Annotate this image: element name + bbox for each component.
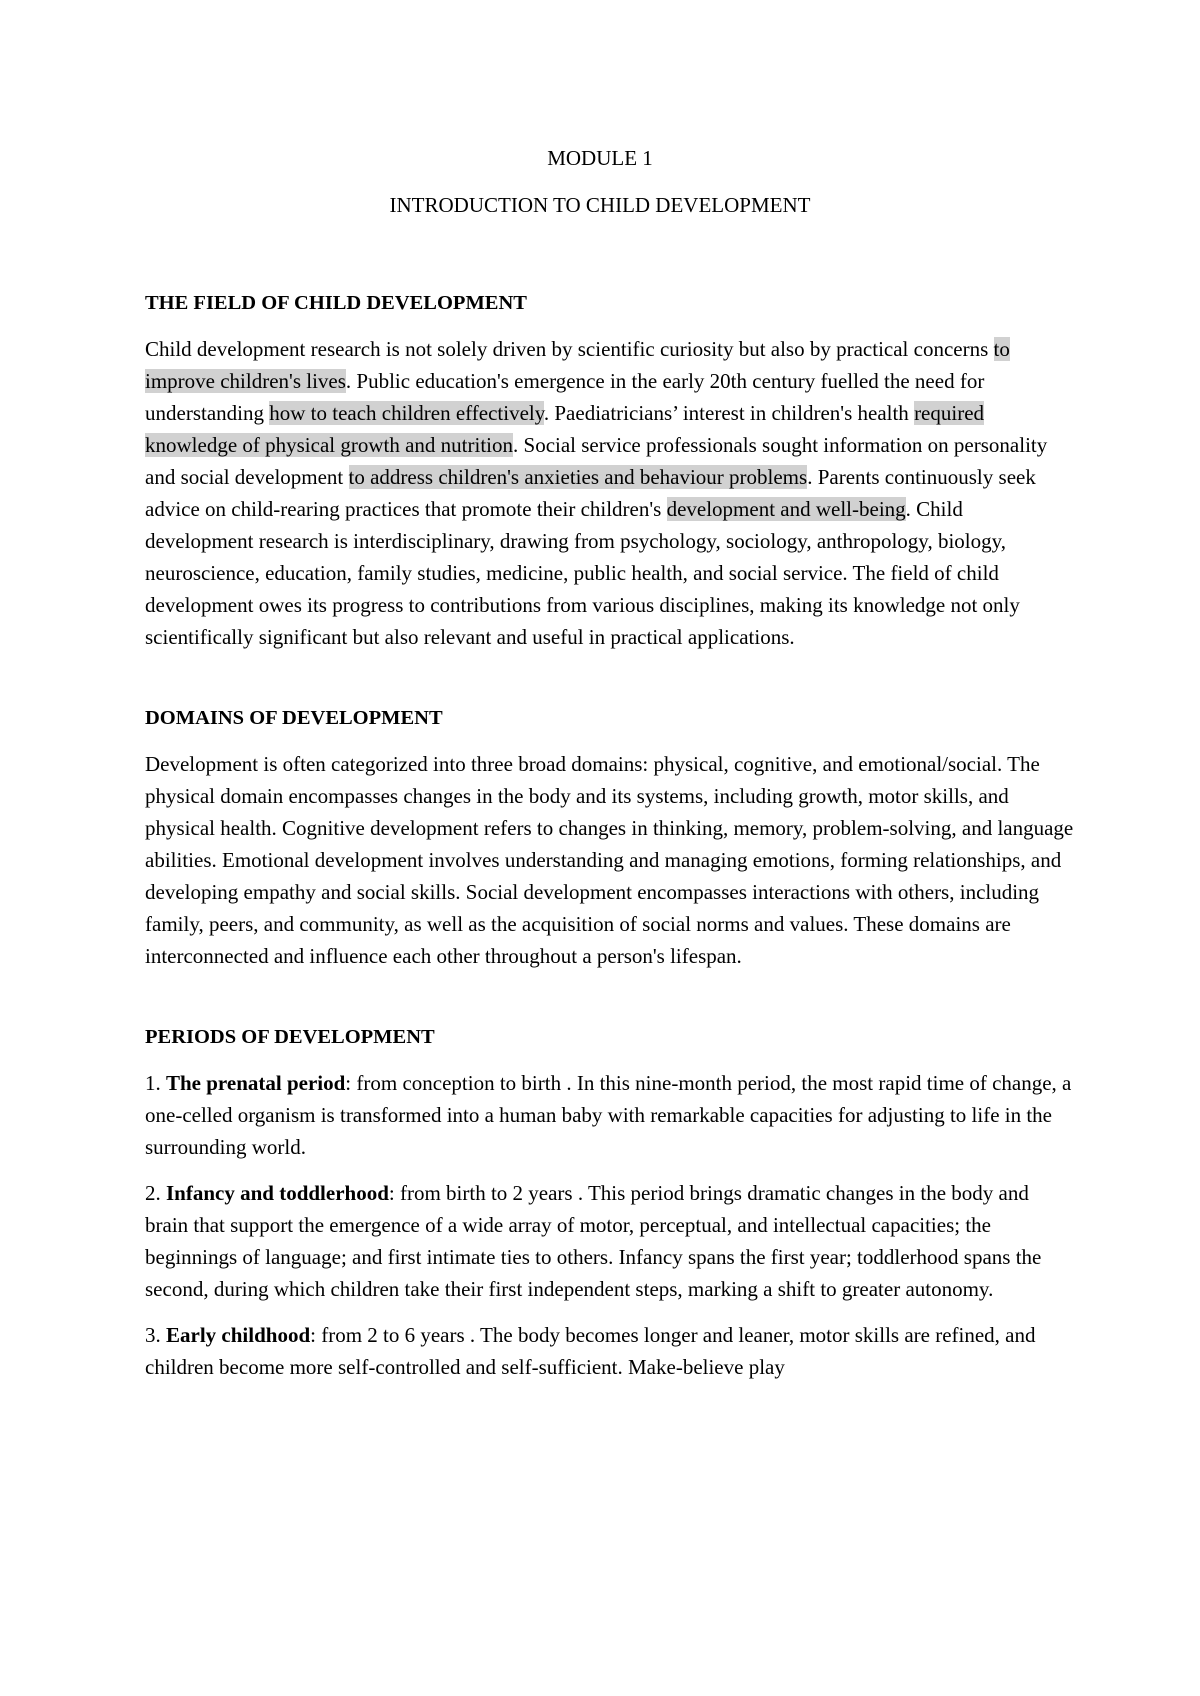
highlighted-text: development and well-being [666, 497, 906, 521]
list-number: 3. [145, 1323, 166, 1347]
list-item [145, 1067, 1075, 1163]
highlighted-text: required knowledge of physical growth and nutrition [145, 401, 985, 457]
text-span: . Child development research is interdisciplinary, drawing from psychology, sociology, anthropology, biology, neuroscience, education, family studies, medicine, public health, and social service. The field of child development owes its progress to contributions from various disciplines, making its knowledge not only scientifically significant but also relevant and useful in practical applications. [145, 497, 1020, 649]
list-item [145, 1319, 1075, 1383]
list-item [145, 1177, 1075, 1305]
list-term: The prenatal period [166, 1071, 346, 1095]
text-span: . Paediatricians’ interest in children's health [543, 401, 915, 425]
text-span: . Parents continuously seek advice on child-rearing practices that promote their children's [145, 465, 1036, 521]
list-term: Infancy and toddlerhood [166, 1181, 389, 1205]
text-span: . Social service professionals sought information on personality and social development [145, 433, 1048, 489]
section-domains-of-development [145, 703, 1075, 972]
text-span: . Public education's emergence in the early 20th century fuelled the need for understanding [145, 369, 985, 425]
list-text: : from birth to 2 years . This period brings dramatic changes in the body and brain that support the emergence of a wide array of motor, perceptual, and intellectual capacities; the beginnings of language; and first intimate ties to others. Infancy spans the first year; toddlerhood spans the second, during which children take their first independent steps, marking a shift to greater autonomy. [145, 1181, 1042, 1301]
section-heading: PERIODS OF DEVELOPMENT [145, 1026, 435, 1048]
document-title: INTRODUCTION TO CHILD DEVELOPMENT [389, 193, 811, 217]
list-number: 2. [145, 1181, 166, 1205]
paragraph [145, 333, 1075, 653]
list-text: : from conception to birth . In this nine-month period, the most rapid time of change, a one-celled organism is transformed into a human baby with remarkable capacities for adjusting to life in the surrounding world. [145, 1071, 1072, 1159]
document-body [145, 288, 1075, 1397]
highlighted-text: to address children's anxieties and behaviour problems [348, 465, 808, 489]
section-heading: DOMAINS OF DEVELOPMENT [145, 707, 443, 729]
title-block [0, 144, 1200, 219]
text-span: Child development research is not solely driven by scientific curiosity but also by practical concerns [145, 337, 994, 361]
list-text: : from 2 to 6 years . The body becomes longer and leaner, motor skills are refined, and children become more self-controlled and self-sufficient. Make-believe play [145, 1323, 1036, 1379]
section-heading: THE FIELD OF CHILD DEVELOPMENT [145, 292, 527, 314]
highlighted-text: to improve children's lives [145, 337, 1010, 393]
paragraph: Development is often categorized into three broad domains: physical, cognitive, and emotional/social. The physical domain encompasses changes in the body and its systems, including growth, motor skills, and physical health. Cognitive development refers to changes in thinking, memory, problem-solving, and language abilities. Emotional development involves understanding and managing emotions, forming relationships, and developing empathy and social skills. Social development encompasses interactions with others, including family, peers, and community, as well as the acquisition of social norms and values. These domains are interconnected and influence each other throughout a person's lifespan. [145, 752, 1074, 968]
section-field-of-child-development [145, 288, 1075, 653]
section-periods-of-development [145, 1022, 1075, 1383]
list-number: 1. [145, 1071, 166, 1095]
module-label: MODULE 1 [547, 146, 653, 170]
highlighted-text: how to teach children effectively [269, 401, 544, 425]
list-term: Early childhood [166, 1323, 311, 1347]
